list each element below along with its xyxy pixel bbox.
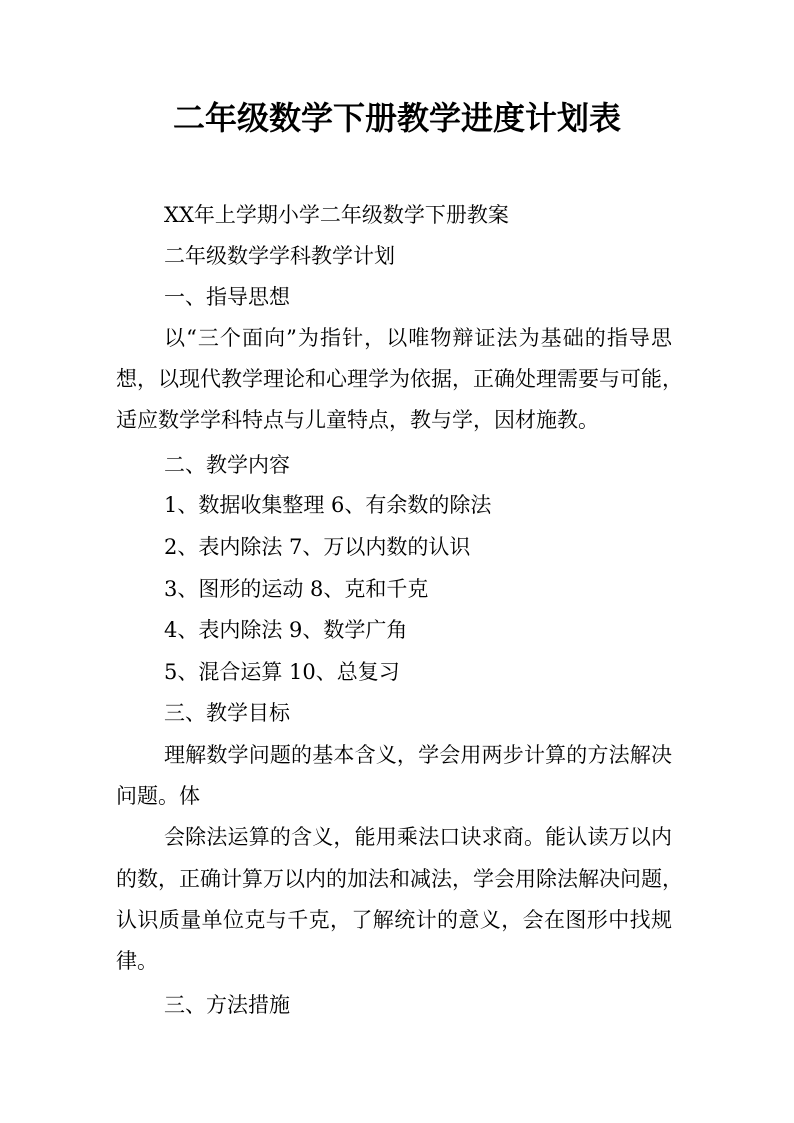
paragraph-line: 适应数学学科特点与儿童特点，教与学，因材施教。 xyxy=(116,408,599,432)
paragraph-line: 的数，正确计算万以内的加法和减法，学会用除法解决问题， xyxy=(116,867,683,891)
list-item: 5、混合运算 10、总复习 xyxy=(164,660,400,684)
section-heading: 三、方法措施 xyxy=(164,993,290,1017)
paragraph-line: 会除法运算的含义，能用乘法口诀求商。能认读万以内 xyxy=(164,825,672,849)
paragraph-line: 认识质量单位克与千克，了解统计的意义，会在图形中找规 xyxy=(116,908,672,932)
section-heading: 一、指导思想 xyxy=(164,285,290,309)
section-heading: 二、教学内容 xyxy=(164,453,290,477)
paragraph-line: 理解数学问题的基本含义，学会用两步计算的方法解决 xyxy=(164,743,672,767)
paragraph-line: 问题。体 xyxy=(116,784,200,808)
paragraph-line: 想，以现代教学理论和心理学为依据，正确处理需要与可能， xyxy=(116,367,683,391)
list-item: 2、表内除法 7、万以内数的认识 xyxy=(164,535,471,559)
paragraph-line: 律。 xyxy=(116,949,158,973)
paragraph-line: 以“三个面向”为指针，以唯物辩证法为基础的指导思 xyxy=(164,326,672,350)
list-item: 1、数据收集整理 6、有余数的除法 xyxy=(164,493,492,517)
document-title: 二年级数学下册教学进度计划表 xyxy=(172,99,621,137)
text-line: XX年上学期小学二年级数学下册教案 xyxy=(164,203,509,227)
list-item: 3、图形的运动 8、克和千克 xyxy=(164,577,429,601)
text-line: 二年级数学学科教学计划 xyxy=(164,244,395,268)
section-heading: 三、教学目标 xyxy=(164,701,290,725)
list-item: 4、表内除法 9、数学广角 xyxy=(164,618,408,642)
